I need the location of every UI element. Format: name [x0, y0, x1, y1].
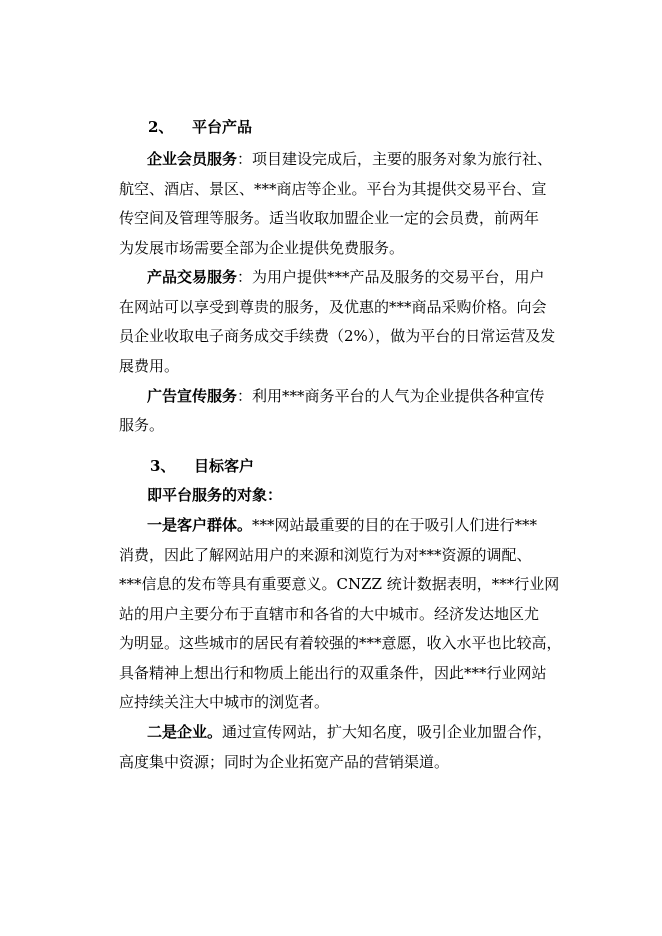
ad-service-label: 广告宣传服务: [147, 387, 238, 405]
trade-service-text: ：为用户提供***产品及服务的交易平台，用户: [237, 268, 545, 286]
paragraph-line: 传空间及管理等服务。适当收取加盟企业一定的会员费，前两年: [119, 209, 540, 227]
section-2-heading: [148, 117, 252, 137]
paragraph-line: 消费，因此了解网站用户的来源和浏览行为对***资源的调配、: [119, 546, 532, 564]
enterprise-text: 通过宣传网站，扩大知名度，吸引企业加盟合作，: [222, 723, 553, 741]
section-2-title: 平台产品: [192, 118, 253, 136]
paragraph-line: 为明显。这些城市的居民有着较强的***意愿，收入水平也比较高，: [119, 634, 562, 652]
paragraph-line: [147, 386, 545, 406]
section-2-number: 2、: [148, 118, 174, 136]
paragraph-line: 在网站可以享受到尊贵的服务，及优惠的***商品采购价格。向会: [119, 298, 547, 316]
member-service-text: ：项目建设完成后，主要的服务对象为旅行社、: [237, 150, 553, 168]
trade-service-label: 产品交易服务: [147, 268, 238, 286]
section-3-title: 目标客户: [194, 457, 255, 475]
enterprise-label: 二是企业。: [147, 723, 223, 741]
paragraph-line: 应持续关注大中城市的浏览者。: [119, 693, 330, 711]
customer-group-label: 一是客户群体。: [147, 516, 253, 534]
ad-service-text: ：利用***商务平台的人气为企业提供各种宣传: [237, 387, 545, 405]
paragraph-line: [147, 149, 552, 169]
member-service-label: 企业会员服务: [147, 150, 238, 168]
paragraph-line: 服务。: [119, 416, 165, 434]
paragraph-line: 为发展市场需要全部为企业提供免费服务。: [119, 239, 405, 257]
paragraph-line: 展费用。: [119, 357, 180, 375]
paragraph-line: 航空、酒店、景区、***商店等企业。平台为其提供交易平台、宣: [119, 180, 547, 198]
paragraph-line: [147, 515, 537, 535]
paragraph-line: ***信息的发布等具有重要意义。CNZZ 统计数据表明，***行业网: [119, 575, 560, 593]
paragraph-line: 站的用户主要分布于直辖市和各省的大中城市。经济发达地区尤: [119, 605, 540, 623]
section-3-intro: 即平台服务的对象：: [147, 486, 283, 504]
paragraph-line: 具备精神上想出行和物质上能出行的双重条件，因此***行业网站: [119, 664, 547, 682]
section-3-number: 3、: [150, 457, 176, 475]
section-3-heading: [150, 456, 254, 476]
customer-group-text: ***网站最重要的目的在于吸引人们进行***: [252, 516, 538, 534]
paragraph-line: [147, 722, 552, 742]
paragraph-line: 员企业收取电子商务成交手续费（2%），做为平台的日常运营及发: [119, 327, 556, 345]
paragraph-line: 高度集中资源；同时为企业拓宽产品的营销渠道。: [119, 753, 450, 771]
paragraph-line: [147, 267, 545, 287]
